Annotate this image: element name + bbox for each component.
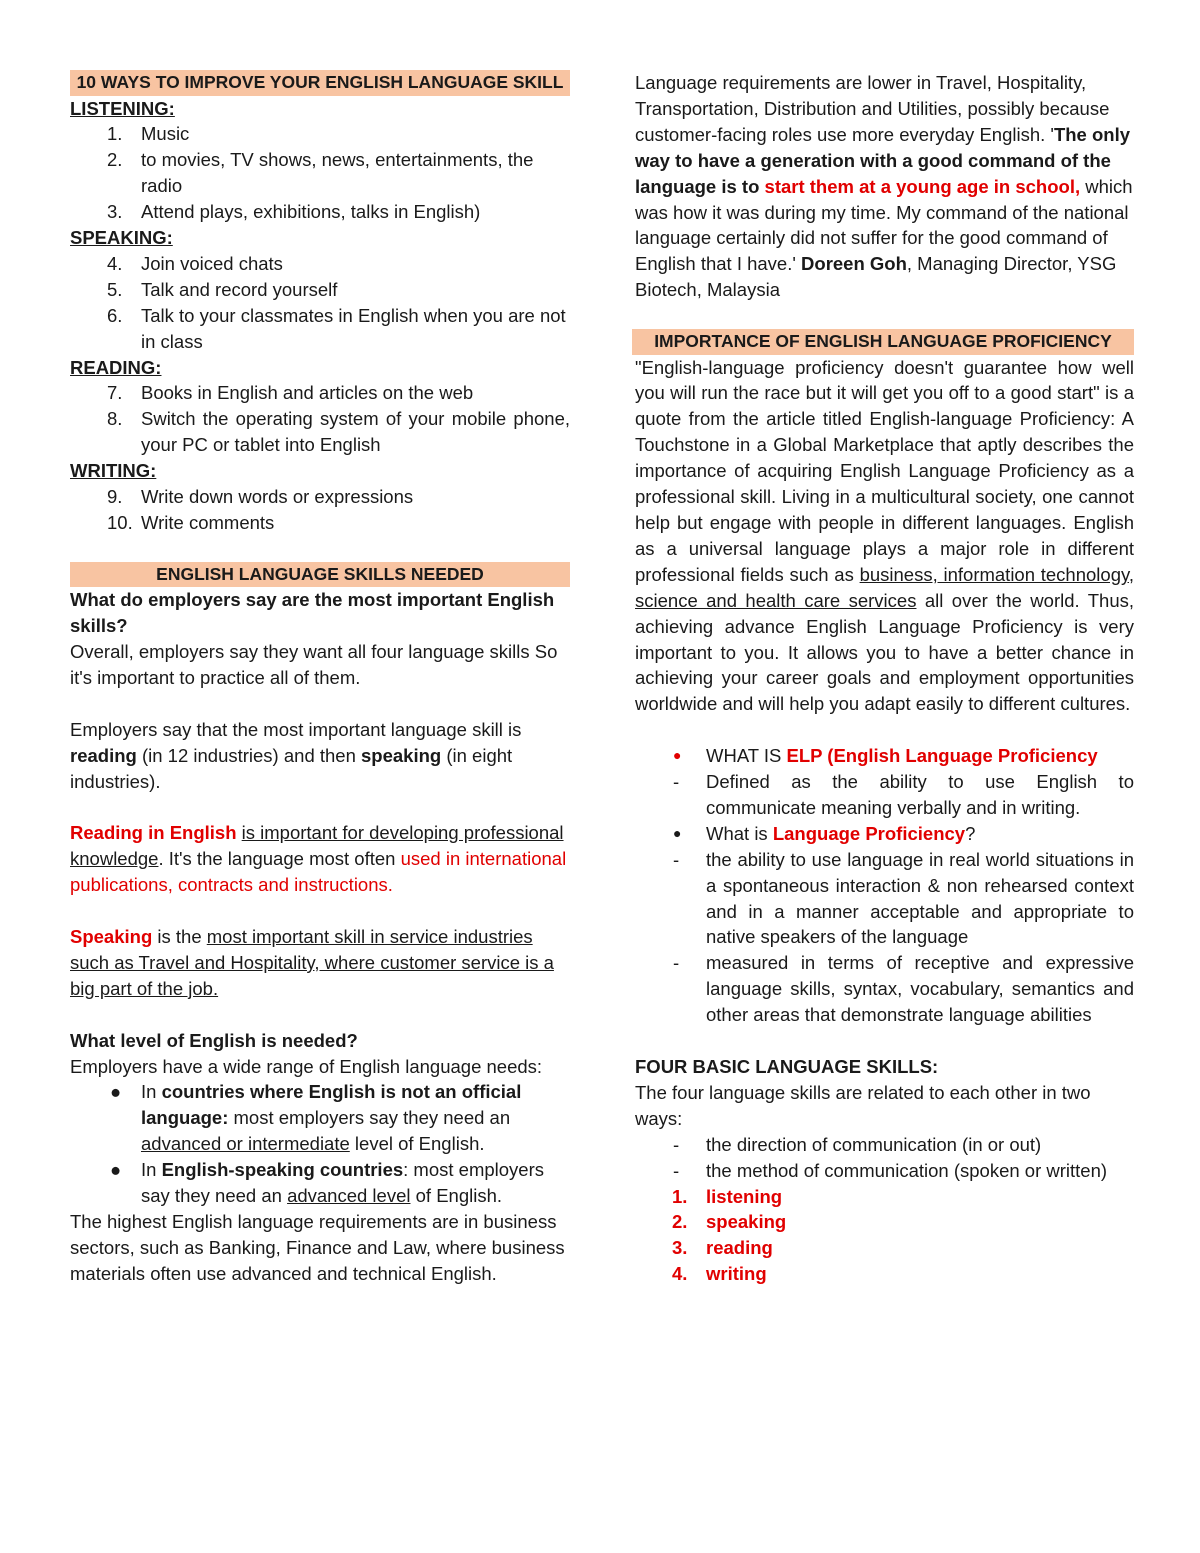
reading-list <box>70 380 570 458</box>
list-item: 5. Talk and record yourself <box>107 278 338 300</box>
list-item: 10. Write comments <box>107 512 275 533</box>
list-item: ● In countries where English is not an official language: most employers say they need an advanced or intermediate level of English. <box>110 1081 522 1155</box>
section-header-skills-needed: ENGLISH LANGUAGE SKILLS NEEDED <box>70 562 570 588</box>
list-item: 9. Write down words or expressions <box>107 486 414 508</box>
bullet-icon: ● <box>110 1159 122 1181</box>
listening-list <box>70 121 570 225</box>
paragraph-speaking: Speaking is the most important skill in service industries such as Travel and Hospitality, where customer service is a big part of the job. <box>70 926 554 999</box>
paragraph-requirements-lower: Language requirements are lower in Travel, Hospitality, Transportation, Distribution and Utilities, possibly because customer-facing roles use more everyday English. 'The only way to have a generation with a good command of the language is to start them at a young age in school, which was how it was during my time. My command of the national language certainly did not suffer for the good command of English that I have.' Doreen Goh, Managing Director, YSG Biotech, Malaysia <box>635 72 1133 301</box>
section-header-importance: IMPORTANCE OF ENGLISH LANGUAGE PROFICIENCY <box>632 329 1134 355</box>
left-column <box>70 70 570 1287</box>
list-item: 7. Books in English and articles on the web <box>107 382 474 404</box>
list-item: 3. Attend plays, exhibitions, talks in English) <box>107 201 481 223</box>
list-item: ● What is Language Proficiency? <box>635 821 1134 847</box>
writing-list <box>70 484 570 536</box>
list-item: 1. listening <box>672 1185 783 1207</box>
list-item: - the ability to use language in real world situations in a spontaneous interaction & non rehearsed context and in a manner acceptable and appropriate to native speakers of the language <box>673 848 1134 948</box>
listening-label: LISTENING: <box>70 97 175 119</box>
elp-list <box>635 743 1134 1028</box>
four-skills-dash-list <box>635 1132 1134 1184</box>
bullet-icon: ● <box>673 824 682 841</box>
four-skills-numbered-list <box>635 1184 1134 1288</box>
paragraph-highest: The highest English language requirements are in business sectors, such as Banking, Finance and Law, where business materials often use advanced and technical English. <box>70 1210 565 1284</box>
writing-label: WRITING: <box>70 460 157 482</box>
paragraph-overall: Overall, employers say they want all four language skills So it's important to practice all of them. <box>70 641 558 689</box>
section-header-ways: 10 WAYS TO IMPROVE YOUR ENGLISH LANGUAGE SKILL <box>70 70 570 96</box>
list-item: 4. writing <box>672 1263 767 1285</box>
question-important-skills: What do employers say are the most important English skills? <box>70 589 555 637</box>
list-item: - Defined as the ability to use English to communicate meaning verbally and in writing. <box>673 771 1134 818</box>
paragraph-most-important: Employers say that the most important language skill is reading (in 12 industries) and then speaking (in eight industries). <box>70 718 522 792</box>
list-item: 3. reading <box>672 1237 773 1259</box>
bullet-icon: ● <box>673 747 682 764</box>
level-bullet-list <box>70 1079 570 1209</box>
paragraph-range: Employers have a wide range of English language needs: <box>70 1055 543 1077</box>
list-item: 4. Join voiced chats <box>107 252 283 274</box>
bullet-icon: ● <box>110 1081 122 1103</box>
paragraph-four-skills: The four language skills are related to each other in two ways: <box>635 1081 1091 1129</box>
list-item: 1. Music <box>107 123 190 145</box>
list-item: 6. Talk to your classmates in English when you are not in class <box>107 304 566 352</box>
list-item: 2. speaking <box>672 1211 787 1233</box>
paragraph-importance: "English-language proficiency doesn't guarantee how well you will run the race but it will get you off to a good start" is a quote from the article titled English-language Proficiency: A Touchstone in a Global Marketplace that aptly describes the importance of acquiring English Language Proficiency as a professional skill. Living in a multicultural society, one cannot help but engage with people in different languages. English as a universal language plays a major role in different professional fields such as business, information technology, science and health care services all over the world. Thus, achieving advance English Language Proficiency is very important to you. It allows you to have a better chance in achieving your career goals and employment opportunities worldwide and will help you adapt easily to different cultures. <box>635 356 1135 715</box>
speaking-label: SPEAKING: <box>70 227 173 249</box>
list-item: ● WHAT IS ELP (English Language Proficiency <box>635 743 1134 769</box>
right-column <box>635 70 1134 1287</box>
question-level-needed: What level of English is needed? <box>70 1029 358 1051</box>
list-item: 8. Switch the operating system of your mobile phone, your PC or tablet into English <box>107 408 570 456</box>
speaking-list <box>70 251 570 355</box>
list-item: ● In English-speaking countries: most employers say they need an advanced level of English. <box>110 1159 545 1207</box>
four-skills-label: FOUR BASIC LANGUAGE SKILLS: <box>635 1055 939 1077</box>
paragraph-reading-in-english: Reading in English is important for developing professional knowledge. It's the language most often used in international publications, contracts and instructions. <box>70 822 567 896</box>
reading-label: READING: <box>70 356 162 378</box>
list-item: 2. to movies, TV shows, news, entertainments, the radio <box>107 149 534 197</box>
list-item: - the method of communication (spoken or written) <box>673 1159 1108 1181</box>
list-item: - measured in terms of receptive and expressive language skills, syntax, vocabulary, semantics and other areas that demonstrate language abilities <box>673 952 1134 1026</box>
list-item: - the direction of communication (in or out) <box>673 1133 1042 1155</box>
